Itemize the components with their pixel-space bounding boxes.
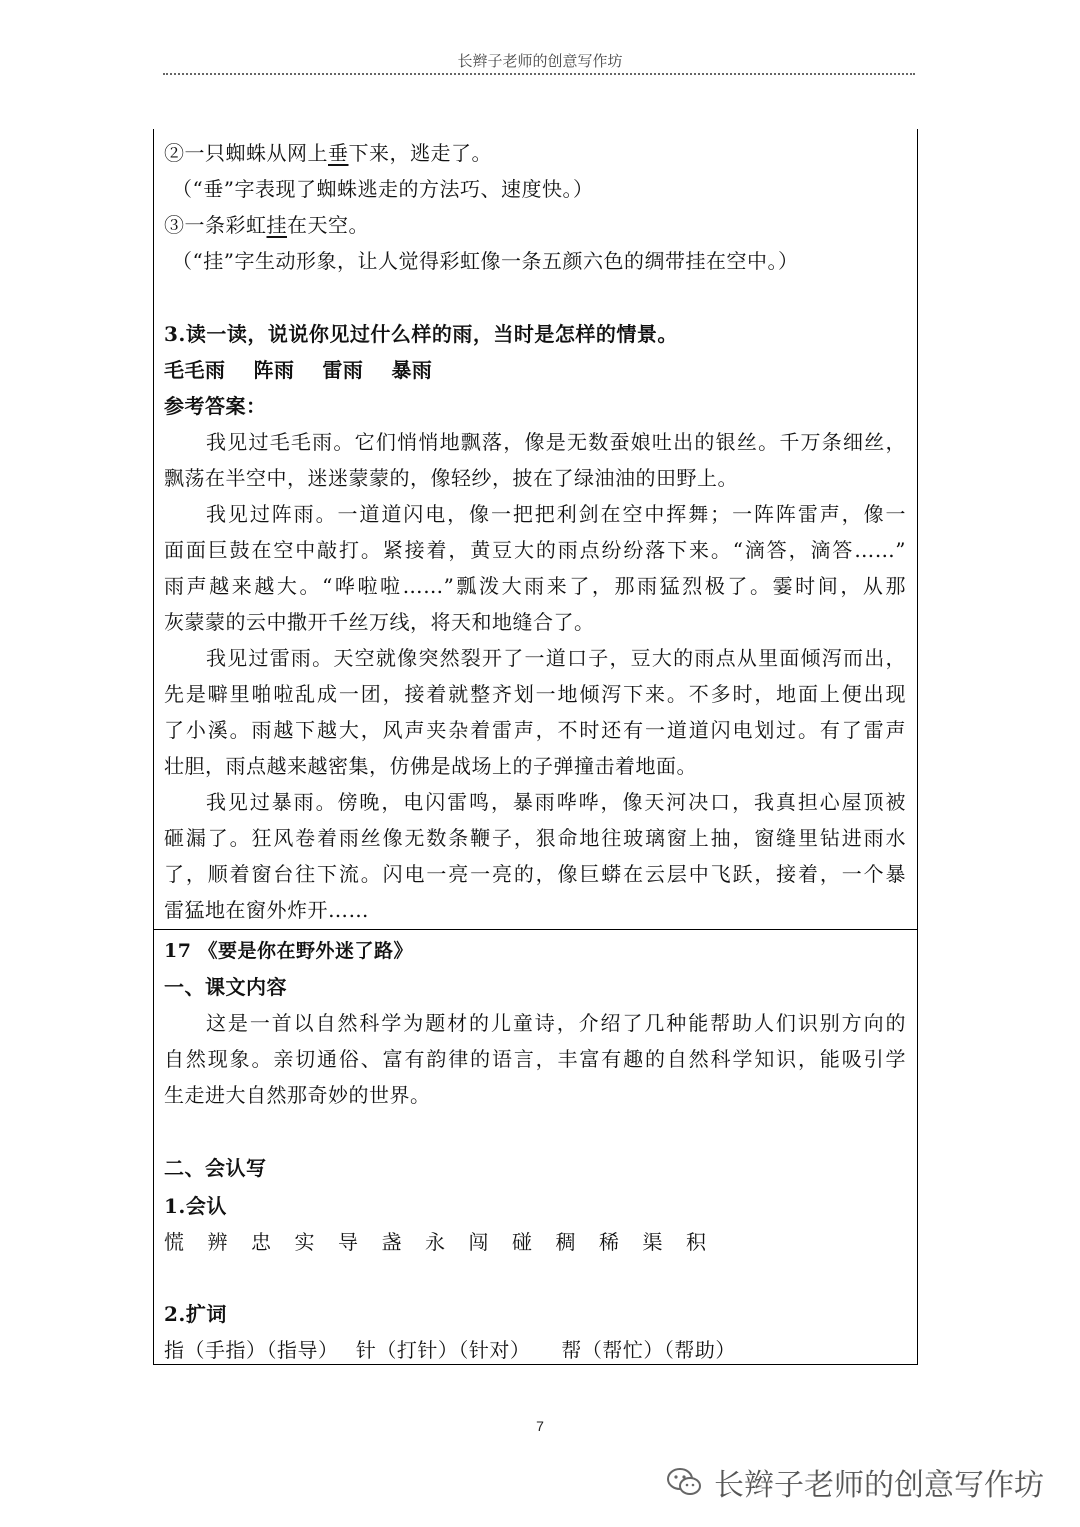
header-title: 长辫子老师的创意写作坊 [457,52,623,70]
example-3-text: ③一条彩虹 [164,213,267,237]
lesson-title: 17 《要是你在野外迷了路》 [164,940,414,962]
watermark-text: 长辫子老师的创意写作坊 [714,1468,1044,1503]
recognize-chars [164,1228,730,1256]
example-2-end: 下来，逃走了。 [348,141,492,165]
part-1-line: 生走进大自然那奇妙的世界。 [164,1083,431,1107]
answer-label: 参考答案： [164,394,267,418]
paragraph-line: 飘荡在半空中，迷迷蒙蒙的，像轻纱，披在了绿油油的田野上。 [164,466,738,490]
part-1-line: 自然现象。亲切通俗、富有韵律的语言，丰富有趣的自然科学知识，能吸引学 [164,1047,906,1071]
recognize-char: 闯 [468,1230,489,1254]
recognize-title: 1.会认 [164,1194,227,1218]
header-rule [163,73,915,75]
paragraph-line: 了小溪。雨越下越大，风声夹杂着雷声，不时还有一道道闪电划过。有了雷声 [164,718,906,742]
paragraph-line: 砸漏了。狂风卷着雨丝像无数条鞭子，狠命地往玻璃窗上抽，窗缝里钻进雨水 [164,826,906,850]
recognize-char: 渠 [642,1230,663,1254]
expand-title: 2.扩词 [164,1302,227,1326]
question-3-title: 3.读一读，说说你见过什么样的雨，当时是怎样的情景。 [164,322,678,346]
recognize-char: 导 [338,1230,359,1254]
watermark [666,1460,1044,1504]
example-2-text: ②一只蜘蛛从网上 [164,141,328,165]
part-1-title: 一、课文内容 [164,975,287,999]
example-3 [164,211,369,239]
recognize-char: 稠 [555,1230,576,1254]
recognize-char: 永 [425,1230,446,1254]
paragraph-line: 面面巨鼓在空中敲打。紧接着，黄豆大的雨点纷纷落下来。“滴答，滴答……” [164,538,906,562]
expand-line: 指（手指）（指导） 针（打针）（针对） 帮（帮忙）（帮助） [164,1338,736,1362]
recognize-char: 实 [294,1230,315,1254]
example-3-note: （“挂”字生动形象，让人觉得彩虹像一条五颜六色的绸带挂在空中。） [172,249,799,273]
paragraph-line: 我见过毛毛雨。它们悄悄地飘落，像是无数蚕娘吐出的银丝。千万条细丝， [206,430,906,454]
example-2 [164,139,492,167]
recognize-char: 盏 [381,1230,402,1254]
paragraph-line: 我见过阵雨。一道道闪电，像一把把利剑在空中挥舞；一阵阵雷声，像一 [206,502,906,526]
page-number: 7 [536,1418,544,1434]
paragraph-line: 我见过雷雨。天空就像突然裂开了一道口子，豆大的雨点从里面倾泻而出， [206,646,906,670]
recognize-char: 稀 [599,1230,620,1254]
paragraph-line: 了，顺着窗台往下流。闪电一亮一亮的，像巨蟒在云层中飞跃，接着，一个暴 [164,862,906,886]
recognize-char: 辨 [207,1230,228,1254]
paragraph-line: 先是噼里啪啦乱成一团，接着就整齐划一地倾泻下来。不多时，地面上便出现 [164,682,906,706]
recognize-char: 积 [686,1230,707,1254]
example-2-key-char: 垂 [328,141,349,165]
paragraph-line: 壮胆，雨点越来越密集，仿佛是战场上的子弹撞击着地面。 [164,754,697,778]
paragraph-line: 雨声越来越大。“哗啦啦……”瓢泼大雨来了，那雨猛烈极了。霎时间，从那 [164,574,906,598]
paragraph-line: 灰蒙蒙的云中撒开千丝万线，将天和地缝合了。 [164,610,595,634]
rain-types: 毛毛雨 阵雨 雷雨 暴雨 [164,358,433,382]
wechat-icon [666,1467,702,1497]
part-2-title: 二、会认写 [164,1156,267,1180]
example-3-key-char: 挂 [266,213,287,237]
recognize-char: 忠 [251,1230,272,1254]
example-2-note: （“垂”字表现了蜘蛛逃走的方法巧、速度快。） [172,177,594,201]
table-divider [154,929,917,930]
part-1-line: 这是一首以自然科学为题材的儿童诗，介绍了几种能帮助人们识别方向的 [206,1011,906,1035]
example-3-end: 在天空。 [287,213,369,237]
content-table [153,129,918,1365]
paragraph-line: 我见过暴雨。傍晚，电闪雷鸣，暴雨哗哗，像天河决口，我真担心屋顶被 [206,790,906,814]
recognize-char: 慌 [164,1230,185,1254]
recognize-char: 碰 [512,1230,533,1254]
paragraph-line: 雷猛地在窗外炸开…… [164,898,369,922]
